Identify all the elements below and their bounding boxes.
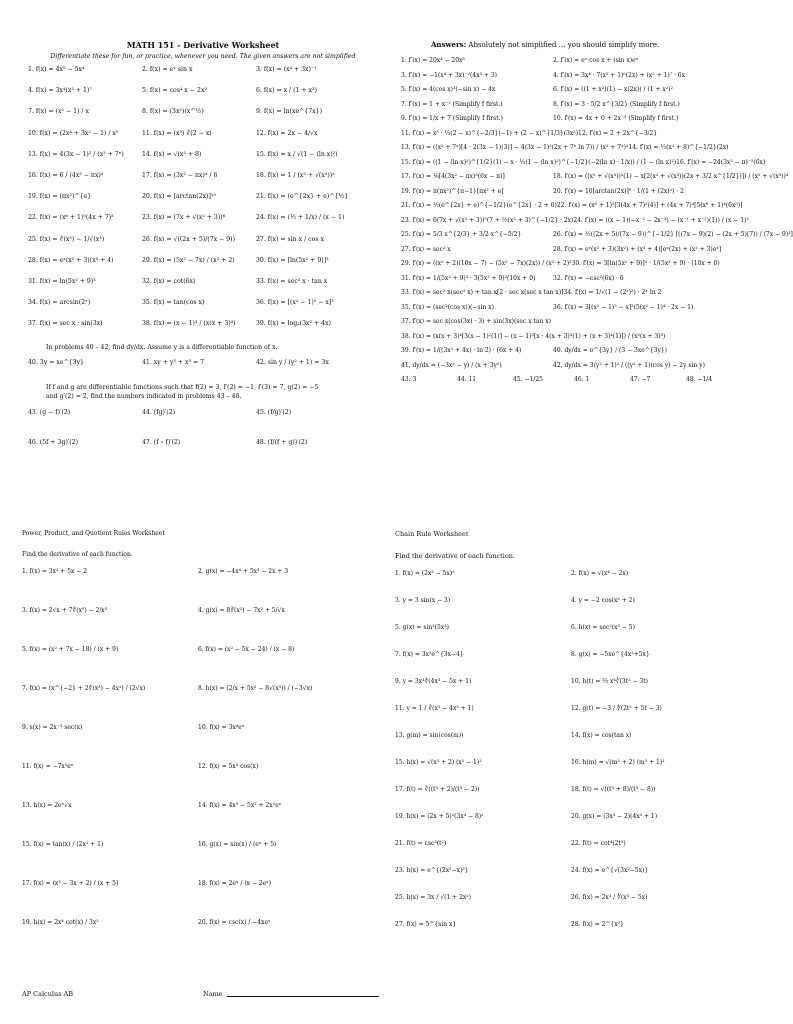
problem-item: 18. f(t) = √((t³ + 8)/(t³ − 8)) — [571, 786, 656, 793]
answer-row — [401, 72, 757, 87]
implicit-note: In problems 40 – 42, find dy/dx. Assume y is a differentiable function of x. — [46, 344, 278, 352]
problem-item: 17. f(t) = ∛((t³ + 2)/(t³ − 2)) — [395, 786, 480, 793]
answers-note: Absolutely not simplified … you should simplify more. — [468, 41, 660, 49]
answer-item: 35. f′(x) = (sec²(cos x))(−sin x) — [401, 303, 494, 311]
problem-item: 15. h(x) = √(x³ + 2) (x² − 1)² — [395, 759, 482, 766]
answer-item: 7. f′(x) = 1 + x⁻² (Simplify f first.) — [401, 100, 503, 108]
problem-item: 15. f(x) = tan(x) / (2x² + 1) — [22, 841, 104, 848]
answer-item: 14. f′(x) = ½(x² + 8)^{−1/2}(2x) — [628, 144, 729, 151]
answer-item: 37. f′(x) = sec x(cos(3x) · 3) + sin(3x)(sec x tan x) — [401, 318, 551, 325]
problem-item: 13. g(m) = sin(cos(m)) — [395, 732, 464, 739]
answers-label: Answers: — [431, 40, 467, 49]
problem-item: 24. f(x) = (½ + 1/x) / (x − 1) — [256, 214, 345, 222]
problem-item: 12. g(t) = −3 / ∜(2t² + 5t − 3) — [571, 705, 662, 712]
problem-item: 3. f(x) = 2√x + 7∜(x⁵) − 2/x³ — [22, 607, 108, 614]
problem-item: 35. f(x) = tan(cos x) — [142, 299, 205, 307]
problem-item: 19. f(x) = (πx²)^{e} — [28, 193, 92, 201]
answer-item: 38. f′(x) = (x(x + 3)⁴[3(x − 1)²(1)] − (x − 1)³[x · 4(x + 3)³(1) + (x + 3)⁴(1)]) / (x²(x + 3)⁸) — [401, 332, 666, 340]
problem-item: 2. g(x) = −4x⁴ + 5x³ − 2x + 3 — [198, 568, 289, 575]
problem-item: 20. g(x) = (3x³ − 2)(4x³ + 1) — [571, 813, 658, 820]
answers-last-row — [395, 376, 757, 397]
problem-item: 28. f(x) = eˣ(x² + 3)(x³ + 4) — [28, 256, 114, 264]
name-field[interactable] — [203, 990, 379, 998]
answer-row — [401, 231, 793, 246]
fg-note-line: and g′(2) = 2, find the numbers indicated in problems 43 – 48. — [46, 392, 242, 400]
answer-item: 24. f′(x) = ((x − 1)(−x⁻² − 2x⁻³) − (x⁻¹ + x⁻²)(1)) / (x − 1)² — [573, 216, 749, 224]
answer-row — [401, 57, 757, 72]
problem-item: 21. f(t) = csc³(t²) — [395, 840, 447, 847]
problem-item: 18. f(x) = 1 / (x² + √(x³))² — [256, 171, 335, 179]
answer-item: 27. f′(x) = sec² x — [401, 245, 451, 253]
problem-item: 4. f(x) = 3x⁴(x² + 1)⁷ — [28, 87, 92, 95]
problem-item: 27. f(x) = sin x / cos x — [256, 235, 324, 243]
problem-item: 13. f(x) = 4(3x − 1)² / (x² + 7ˣ) — [28, 150, 124, 158]
problem-item: 17. f(x) = (x³ − 3x + 2) / (x + 5) — [22, 880, 119, 887]
problem-item: 8. g(x) = −5xe^{4x²+5x} — [571, 651, 650, 658]
problem-item: 9. y = 3x³∜(4x³ − 5x + 1) — [395, 678, 472, 685]
problem-item: 10. f(x) = (2x⁴ + 3x² − 1) / x² — [28, 129, 119, 137]
worksheet-title: MATH 151 - Derivative Worksheet — [126, 40, 280, 50]
problem-item: 24. f(x) = e^{√(3x²−5x)} — [571, 867, 649, 874]
problem-item: 19. h(x) = (2x + 5)²(3x⁴ − 8)² — [395, 813, 484, 820]
problem-item: 29. f(x) = (5x² − 7x) / (x² + 2) — [142, 256, 235, 264]
answer-item: 41. dy/dx = (−3x² − y) / (x + 3y²) — [401, 361, 502, 369]
answer-item: 23. f′(x) = 6(7x + √(x² + 3))⁵(7 + ½(x² + 3)^{−1/2} · 2x) — [401, 216, 574, 224]
problem-item: 28. f(x) = 2^{x²} — [571, 921, 624, 928]
worksheet-subtitle: Differentiate these for fun, or practice, whenever you need. The given answers are not simplified — [50, 53, 356, 60]
problem-item: 48. (f/(f + g))′(2) — [256, 438, 308, 446]
answer-row — [401, 333, 757, 348]
problem-item: 45. (f/g)′(2) — [256, 408, 292, 416]
answer-item: 3. f′(x) = −1(x⁴ + 3x)⁻²(4x³ + 3) — [401, 71, 497, 79]
problem-item: 11. y = 1 / ∛(x³ − 4x² + 1) — [395, 705, 474, 712]
answer-item: 18. f′(x) = ((x² + √(x³))²(1) − x[2(x² + √(x³))(2x + 3/2 x^{1/2})]) / (x² + √(x³))⁴ — [553, 173, 789, 180]
derivative-worksheet — [28, 38, 378, 518]
answer-item: 26. f′(x) = ½((2x + 5)/(7x − 9))^{−1/2} [((7x − 9)(2) − (2x + 5)(7)) / (7x − 9)²] — [553, 231, 793, 238]
problem-item: 16. h(m) = √(m² + 2) (m² + 1)² — [571, 759, 665, 766]
problem-item: 1. f(x) = 3x² + 5x − 2 — [22, 568, 88, 575]
problem-grid — [28, 66, 378, 341]
problem-item: 18. f(x) = 2eˣ / (x − 2eˣ) — [198, 880, 272, 887]
answer-item: 8. f′(x) = 3 · 5/2 x^{3/2} (Simplify f first.) — [553, 100, 680, 108]
answer-row — [401, 246, 757, 261]
answer-item: 19. f′(x) = π(πx²)^{π−1}[πx² + e] — [401, 187, 504, 195]
problem-item: 4. g(x) = 8∛(x²) − 7x² + 5/√x — [198, 607, 285, 614]
fg-grid — [28, 409, 378, 460]
answer-item: 30. f′(x) = 3[ln(5x² + 9)]² · 1/(5x² + 9) · (10x + 0) — [571, 260, 720, 267]
problem-item: 2. f(x) = eˣ sin x — [142, 66, 193, 73]
answer-row — [401, 101, 757, 116]
problem-item: 19. h(x) = 2x⁴ cot(x) / 3x² — [22, 919, 99, 926]
problem-item: 44. (fg)′(2) — [142, 408, 176, 416]
answer-item: 47. −7 — [630, 376, 651, 383]
answer-row — [401, 144, 757, 159]
problem-item: 12. f(x) = 2x − 4/√x — [256, 129, 318, 137]
problem-item: 31. f(x) = ln(5x² + 9)³ — [28, 277, 96, 285]
problem-item: 11. f(x) = −7x³eˣ — [22, 763, 74, 770]
problem-item: 14. f(x) = cos(tan x) — [571, 732, 632, 739]
problem-item: 37. f(x) = sec x · sin(3x) — [28, 320, 103, 328]
problem-item: 25. h(x) = 3x / √(1 + 2x²) — [395, 894, 472, 901]
answer-item: 4. f′(x) = 3x⁴ · 7(x² + 1)⁶(2x) + (x² + 1)⁷ · 6x — [553, 71, 685, 79]
answer-item: 32. f′(x) = −csc²(6x) · 6 — [553, 274, 624, 282]
answer-item: 31. f′(x) = 1/(5x² + 9)³ · 3(5x² + 9)²(10x + 0) — [401, 274, 536, 282]
answer-row — [401, 362, 757, 377]
problem-item: 36. f(x) = [(x² − 1)⁵ − x]³ — [256, 299, 334, 307]
answer-item: 5. f′(x) = 4(cos x)³(−sin x) − 4x — [401, 86, 496, 93]
problem-item: 22. f(x) = (x⁶ + 1)⁵(4x + 7)³ — [28, 214, 114, 222]
problem-item: 16. g(x) = sin(x) / (eˣ + 5) — [198, 841, 277, 848]
answer-item: 48. −1/4 — [686, 376, 713, 383]
problem-item: 16. f(x) = 6 / (4x³ − πx)⁴ — [28, 171, 104, 179]
problem-item: 10. f(x) = 3x⁴eˣ — [198, 724, 245, 731]
ppq-instruction: Find the derivative of each function. — [22, 551, 133, 558]
answer-item: 25. f′(x) = 5/3 x^{2/3} + 3/2 x^{−5/2} — [401, 231, 522, 238]
problem-item: 5. f(x) = (x² + 7x − 18) / (x + 9) — [22, 646, 119, 653]
problem-item: 20. f(x) = [arctan(2x)]¹⁰ — [142, 193, 216, 201]
answer-item: 2. f′(x) = eˣ cos x + (sin x)eˣ — [553, 57, 639, 64]
problem-item: 15. f(x) = x / √(1 − (ln x)²) — [256, 150, 338, 158]
answer-row — [401, 173, 789, 188]
problem-item: 9. s(x) = 2x⁻³ sec(x) — [22, 724, 83, 731]
problem-item: 27. f(x) = 5^{sin x} — [395, 921, 457, 928]
answer-item: 10. f′(x) = 4x + 0 + 2x⁻³ (Simplify f first.) — [553, 115, 679, 122]
answer-item: 11. f′(x) = x³ · ⅓(2 − x)^{−2/3}(−1) + (2 − x)^{1/3}(3x²) — [401, 129, 579, 137]
problem-item: 8. h(x) = (2/x + 5x² − 8√(x³)) / (−3√x) — [198, 685, 313, 692]
answer-row — [401, 130, 757, 145]
answer-row — [401, 188, 757, 203]
answer-item: 12. f′(x) = 2 + 2x^{−3/2} — [578, 129, 658, 137]
problem-item: 10. h(t) = ⅔ x⁴∛(3t² − 3t) — [571, 678, 648, 685]
answer-row — [401, 347, 757, 362]
answers-section — [395, 38, 793, 518]
problem-item: 33. f(x) = sec² x · tan x — [256, 277, 328, 285]
problem-item: 41. xy + y³ + x³ = 7 — [142, 359, 205, 367]
problem-item: 46. (5f + 3g)′(2) — [28, 438, 79, 446]
problem-item: 32. f(x) = cot(6x) — [142, 277, 196, 285]
answer-item: 28. f′(x) = eˣ(x² + 3)(3x²) + (x³ + 4)[eˣ(2x) + (x² + 3)eˣ] — [553, 245, 722, 253]
problem-item: 17. f(x) = (3x² − πx)⁴ / 6 — [142, 171, 218, 179]
problem-item: 25. f(x) = ∛(x⁵) − 1/√(x³) — [28, 235, 105, 243]
problem-item: 7. f(x) = (x² − 1) / x — [28, 108, 89, 116]
answer-row — [401, 158, 766, 174]
answer-row — [401, 275, 757, 290]
problem-item: 30. f(x) = [ln(5x² + 9)]³ — [256, 256, 329, 264]
answer-row — [401, 86, 757, 101]
problem-item: 7. f(x) = 3x²e^{3x−4} — [395, 651, 464, 658]
problem-item: 6. h(x) = sec²(x³ − 5) — [571, 624, 635, 631]
problem-item: 23. f(x) = (7x + √(x² + 3))⁶ — [142, 214, 226, 222]
answer-item: 21. f′(x) = ½(e^{2x} + e)^{−1/2}(e^{2x} · 2 + 0) — [401, 202, 557, 209]
problem-item: 3. f(x) = (x⁴ + 3x)⁻¹ — [256, 66, 317, 73]
answer-row — [401, 289, 757, 304]
chain-rule-worksheet — [395, 530, 757, 990]
problem-item: 26. f(x) = 2x³ / ∜(x³ − 5x) — [571, 894, 648, 901]
problem-item: 14. f(x) = √(x² + 8) — [142, 150, 202, 158]
problem-item: 7. f(x) = (x^{−2} + 2∜(x³) − 4x²) / (2√x) — [22, 685, 146, 692]
answer-item: 29. f′(x) = ((x² + 2)(10x − 7) − (5x² − 7x)(2x)) / (x² + 2)² — [401, 260, 572, 267]
answer-item: 15. f′(x) = ((1 − (ln x)²)^{1/2}(1) − x · ½(1 − (ln x)²)^{−1/2}(−2(ln x) · 1/x)) / (1 − (ln x)²) — [401, 158, 677, 166]
name-line — [227, 996, 379, 997]
problem-item: 6. f(x) = (x² − 5x − 24) / (x − 8) — [198, 646, 295, 653]
answer-item: 22. f′(x) = (x⁶ + 1)⁵[3(4x + 7)²(4)] + (4x + 7)³[5(x⁶ + 1)⁴(6x⁵)] — [556, 202, 743, 209]
problem-item: 6. f(x) = x / (1 + x²) — [256, 87, 317, 95]
answer-item: 44. 11 — [457, 376, 477, 383]
answer-item: 6. f′(x) = ((1 + x²)(1) − x(2x)) / (1 + x²)² — [553, 86, 673, 93]
answer-item: 39. f′(x) = 1/((3x² + 4x) · ln 2) · (6x + 4) — [401, 347, 522, 354]
problem-item: 3. y = 3 sin(x − 3) — [395, 597, 451, 604]
answer-row — [401, 318, 757, 333]
chain-problem-grid — [395, 570, 757, 948]
answer-row — [401, 304, 757, 319]
answer-item: 43. 3 — [401, 376, 417, 383]
answer-row — [401, 202, 757, 217]
problem-item: 1. f(x) = (2x³ − 5x)⁵ — [395, 570, 455, 577]
problem-item: 2. f(x) = √(x⁴ − 2x) — [571, 570, 629, 577]
problem-item: 43. (g − f)′(2) — [28, 408, 71, 416]
name-label: Name — [203, 990, 223, 998]
problem-item: 1. f(x) = 4x⁵ − 5x⁴ — [28, 66, 85, 73]
implicit-grid — [28, 359, 378, 380]
ppq-worksheet — [22, 530, 377, 1020]
problem-item: 13. h(x) = 2eˣ√x — [22, 802, 72, 809]
problem-item: 20. f(x) = csc(x) / −4xeˣ — [198, 919, 271, 926]
problem-item: 21. f(x) = (e^{2x} + e)^{½} — [256, 193, 349, 201]
answer-row — [401, 217, 757, 232]
ppq-title: Power, Product, and Quotient Rules Worksheet — [22, 530, 165, 537]
problem-item: 14. f(x) = 4x³ − 5x² + 2x²eˣ — [198, 802, 282, 809]
problem-item: 5. f(x) = cos⁴ x − 2x² — [142, 87, 207, 95]
problem-item: 42. sin y / (y² + 1) = 3x — [256, 359, 329, 367]
answer-item: 20. f′(x) = 10[arctan(2x)]⁹ · 1/(1 + (2x)²) · 2 — [553, 187, 684, 195]
course-label: AP Calculus AB — [22, 990, 74, 998]
answer-item: 34. f′(x) = 1/√(1 − (2ˣ)²) · 2ˣ ln 2 — [563, 289, 662, 296]
problem-item: 12. f(x) = 5x³ cos(x) — [198, 763, 259, 770]
problem-item: 11. f(x) = (x³) ∛(2 − x) — [142, 129, 212, 137]
problem-item: 9. f(x) = ln(xe^{7x}) — [256, 108, 323, 116]
answer-item: 1. f′(x) = 20x⁴ − 20x³ — [401, 57, 465, 64]
problem-item: 4. y = −2 cos(x² + 2) — [571, 597, 635, 604]
answer-item: 46. 1 — [574, 376, 590, 383]
problem-item: 34. f(x) = arcsin(2ˣ) — [28, 299, 91, 307]
problem-item: 8. f(x) = (3x²)(x^½) — [142, 108, 204, 116]
problem-item: 22. f(t) = cot⁴(2t²) — [571, 840, 626, 847]
answer-item: 40. dy/dx = e^{3y} / (3 − 3xe^{3y}) — [553, 347, 667, 354]
fg-note — [46, 383, 378, 401]
answer-row — [401, 115, 757, 130]
answer-item: 33. f′(x) = sec² x(sec² x) + tan x[2 · sec x(sec x tan x)] — [401, 289, 564, 296]
problem-item: 47. (f ∘ f)′(2) — [142, 438, 181, 446]
problem-item: 5. g(x) = sin³(5x³) — [395, 624, 449, 631]
chain-title: Chain Rule Worksheet — [395, 530, 469, 538]
problem-item: 38. f(x) = (x − 1)³ / (x(x + 3)⁴) — [142, 320, 236, 328]
answers-header — [431, 40, 757, 49]
problem-item: 39. f(x) = log₂(3x² + 4x) — [256, 320, 331, 328]
problem-item: 23. h(x) = e^{(2x³−x)²} — [395, 867, 469, 874]
chain-instruction: Find the derivative of each function. — [395, 552, 516, 560]
answer-item: 36. f′(x) = 3[(x² − 1)⁵ − x]²(5(x² − 1)⁴ · 2x − 1) — [553, 303, 694, 311]
problem-item: 26. f(x) = √((2x + 5)/(7x − 9)) — [142, 235, 236, 243]
answer-item: 17. f′(x) = ⅙[4(3x² − πx)³(6x − π)] — [401, 173, 505, 180]
answer-item: 45. −1/25 — [513, 376, 543, 383]
answer-item: 42. dy/dx = 3(y² + 1)² / ((y² + 1)(cos y) − 2y sin y) — [553, 361, 705, 369]
answer-item: 9. f′(x) = 1/x + 7 (Simplify f first.) — [401, 115, 503, 122]
answer-item: 13. f′(x) = ((x² + 7ˣ)[4 · 2(3x − 1)(3)] − 4(3x − 1)²(2x + 7ˣ ln 7)) / (x² + 7ˣ)² — [401, 144, 629, 151]
answers-list — [395, 57, 793, 376]
ppq-problem-grid — [22, 568, 377, 958]
answer-item: 16. f′(x) = −24(3x² − π)⁻⁵(6x) — [676, 158, 766, 166]
fg-note-line: If f and g are differentiable functions such that f(2) = 3, f′(2) = −1, f′(3) = 7, g(2) = −5 — [46, 383, 319, 391]
answer-row — [401, 260, 757, 275]
problem-item: 40. 3y = xe^{3y} — [28, 359, 84, 367]
